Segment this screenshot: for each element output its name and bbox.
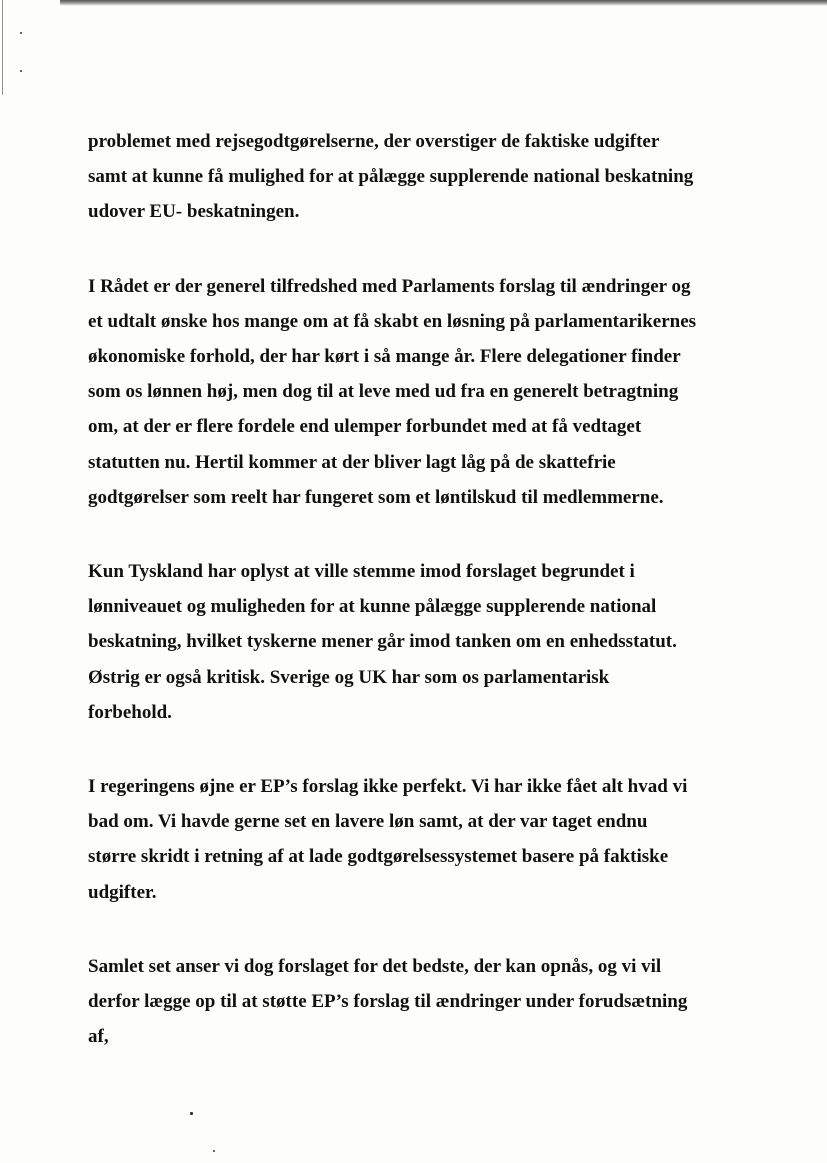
scan-speck bbox=[20, 70, 22, 72]
text-line: større skridt i retning af at lade godtgørelsessystemet basere på faktiske bbox=[88, 846, 669, 868]
paragraph-2 bbox=[88, 269, 768, 515]
text-line: økonomiske forhold, der har kørt i så mange år. Flere delegationer finder bbox=[88, 346, 681, 368]
text-line: statutten nu. Hertil kommer at der bliver lagt låg på de skattefrie bbox=[88, 451, 616, 473]
text-line: derfor lægge op til at støtte EP’s forslag til ændringer under forudsætning bbox=[88, 991, 688, 1013]
paragraph-3 bbox=[88, 554, 768, 730]
text-line: som os lønnen høj, men dog til at leve med ud fra en generelt betragtning bbox=[88, 381, 679, 403]
text-line: I regeringens øjne er EP’s forslag ikke perfekt. Vi har ikke fået alt hvad vi bbox=[88, 776, 688, 798]
text-line: I Rådet er der generel tilfredshed med Parlaments forslag til ændringer og bbox=[88, 275, 691, 297]
document-page bbox=[88, 124, 768, 1093]
scan-edge-left bbox=[2, 0, 3, 95]
text-line: om, at der er flere fordele end ulemper forbundet med at få vedtaget bbox=[88, 416, 642, 438]
text-line: Kun Tyskland har oplyst at ville stemme imod forslaget begrundet i bbox=[88, 561, 635, 583]
text-line: forbehold. bbox=[88, 701, 172, 723]
text-line: udgifter. bbox=[88, 881, 157, 903]
text-line: udover EU- beskatningen. bbox=[88, 201, 300, 223]
text-line: lønniveauet og muligheden for at kunne pålægge supplerende national bbox=[88, 596, 657, 618]
text-line: beskatning, hvilket tyskerne mener går imod tanken om en enhedsstatut. bbox=[88, 631, 677, 653]
text-line: Østrig er også kritisk. Sverige og UK har som os parlamentarisk bbox=[88, 666, 610, 688]
scan-speck bbox=[190, 1112, 193, 1115]
text-line: af, bbox=[88, 1026, 109, 1048]
paragraph-1 bbox=[88, 124, 768, 230]
text-line: bad om. Vi havde gerne set en lavere løn samt, at der var taget endnu bbox=[88, 811, 648, 833]
text-line: et udtalt ønske hos mange om at få skabt en løsning på parlamentarikernes bbox=[88, 310, 697, 332]
text-line: samt at kunne få mulighed for at pålægge supplerende national beskatning bbox=[88, 166, 694, 188]
text-line: problemet med rejsegodtgørelserne, der overstiger de faktiske udgifter bbox=[88, 131, 660, 152]
scan-speck bbox=[213, 1150, 215, 1152]
text-line: Samlet set anser vi dog forslaget for det bedste, der kan opnås, og vi vil bbox=[88, 955, 662, 977]
text-line: godtgørelser som reelt har fungeret som et løntilskud til medlemmerne. bbox=[88, 486, 664, 508]
paragraph-4 bbox=[88, 769, 768, 910]
paragraph-5 bbox=[88, 949, 768, 1055]
scan-speck bbox=[20, 32, 22, 34]
scan-edge-top bbox=[60, 0, 827, 6]
